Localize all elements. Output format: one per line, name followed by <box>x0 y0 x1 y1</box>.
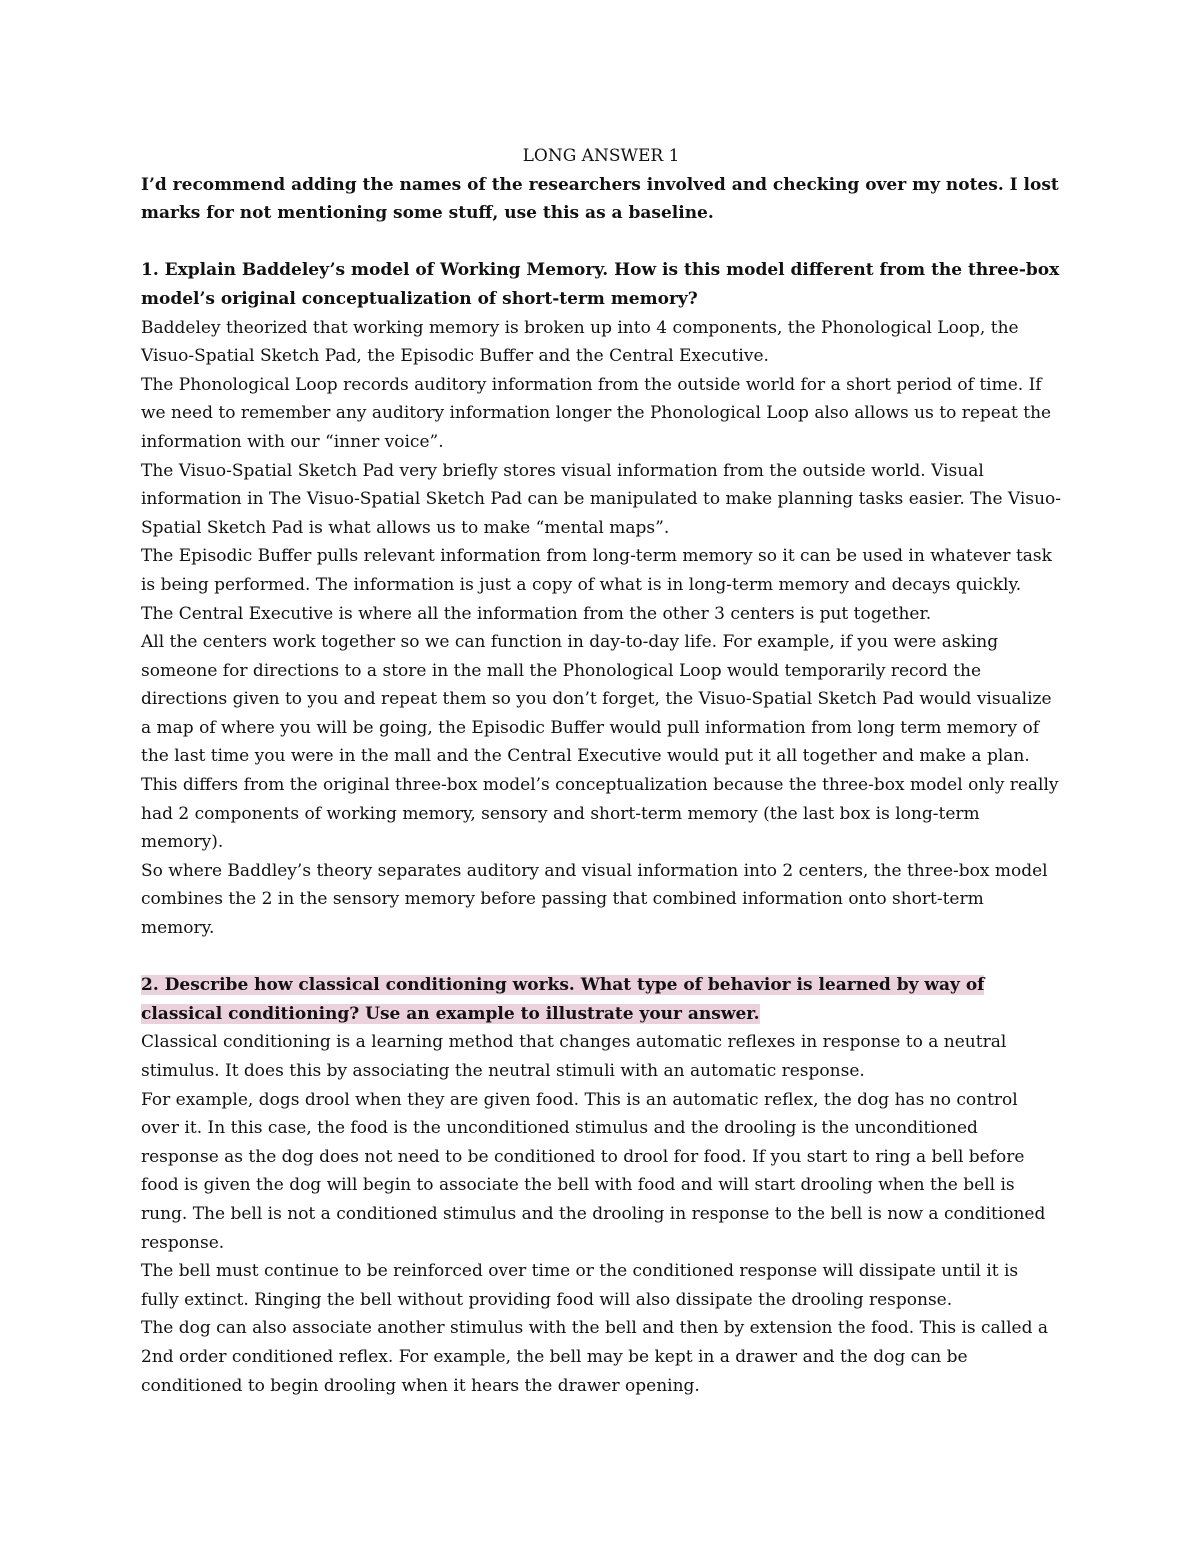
question-1-heading: 1. Explain Baddeley’s model of Working Memory. How is this model different from the three-box model’s original conceptualization of short-term memory? <box>141 260 1060 309</box>
answer-2-paragraph: Classical conditioning is a learning method that changes automatic reflexes in response to a neutral stimulus. It does this by associating the neutral stimuli with an automatic response. <box>141 1032 1007 1081</box>
answer-1-paragraph: So where Baddley’s theory separates auditory and visual information into 2 centers, the three-box model combines the 2 in the sensory memory before passing that combined information onto short-term memory. <box>141 860 1048 939</box>
answer-1-paragraph: All the centers work together so we can function in day-to-day life. For example, if you were asking someone for directions to a store in the mall the Phonological Loop would temporarily record the directions given to you and repeat them so you don’t forget, the Visuo-Spatial Sketch Pad would visualize a map of where you will be going, the Episodic Buffer would pull information from long term memory of the last time you were in the mall and the Central Executive would put it all together and make a plan. <box>141 632 1052 767</box>
spacer <box>141 228 1061 257</box>
question-1-section <box>141 256 1061 942</box>
author-note: I’d recommend adding the names of the researchers involved and checking over my notes. I lost marks for not mentioning some stuff, use this as a baseline. <box>141 174 1059 224</box>
answer-2-paragraph: The bell must continue to be reinforced over time or the conditioned response will dissipate until it is fully extinct. Ringing the bell without providing food will also dissipate the drooling response. <box>141 1261 1019 1310</box>
answer-1-paragraph: Baddeley theorized that working memory is broken up into 4 components, the Phonological Loop, the Visuo-Spatial Sketch Pad, the Episodic Buffer and the Central Executive. <box>141 317 1019 367</box>
document-title: LONG ANSWER 1 <box>522 146 680 166</box>
answer-1-paragraph: This differs from the original three-box model’s conceptualization because the three-box model only really had 2 components of working memory, sensory and short-term memory (the last box is long-term memory). <box>141 775 1059 853</box>
question-2-section <box>141 971 1061 1400</box>
answer-1-paragraph: The Phonological Loop records auditory information from the outside world for a short period of time. If we need to remember any auditory information longer the Phonological Loop also allows us to repeat the information with our “inner voice”. <box>141 374 1052 452</box>
spacer <box>141 943 1061 972</box>
document-page <box>141 142 1061 1400</box>
highlighted-heading-text: 2. Describe how classical conditioning works. What type of behavior is learned by way of classical conditioning? Use an example to illustrate your answer. <box>141 975 985 1024</box>
answer-1-paragraph: The Central Executive is where all the information from the other 3 centers is put together. <box>141 603 932 624</box>
answer-1-paragraph: The Episodic Buffer pulls relevant information from long-term memory so it can be used in whatever task is being performed. The information is just a copy of what is in long-term memory and decays quickly. <box>141 546 1052 595</box>
answer-1-paragraph: The Visuo-Spatial Sketch Pad very briefly stores visual information from the outside world. Visual information in The Visuo-Spatial Sketch Pad can be manipulated to make planning tasks easier. The Visuo-Spatial Sketch Pad is what allows us to make “mental maps”. <box>141 460 1061 538</box>
question-2-heading <box>141 971 1061 1028</box>
answer-2-paragraph: For example, dogs drool when they are given food. This is an automatic reflex, the dog has no control over it. In this case, the food is the unconditioned stimulus and the drooling is the unconditioned response as the dog does not need to be conditioned to drool for food. If you start to ring a bell before food is given the dog will begin to associate the bell with food and will start drooling when the bell is rung. The bell is not a conditioned stimulus and the drooling in response to the bell is now a conditioned response. <box>141 1089 1046 1253</box>
answer-2-paragraph: The dog can also associate another stimulus with the bell and then by extension the food. This is called a 2nd order conditioned reflex. For example, the bell may be kept in a drawer and the dog can be conditioned to begin drooling when it hears the drawer opening. <box>141 1318 1049 1396</box>
